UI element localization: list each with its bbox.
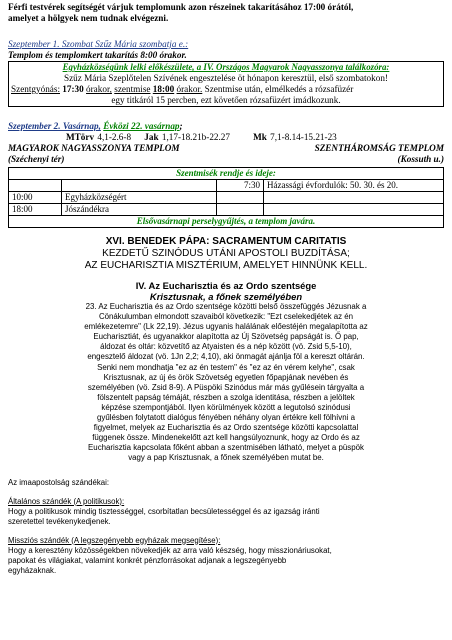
doc-subtitle-1: KEZDETŰ SZINÓDUS UTÁNI APOSTOLI BUZDÍTÁSA; [102, 248, 350, 259]
mass-time: 18:00 [152, 84, 175, 94]
doc-body-line: személyében (vö. Zsid 8-9). A Püspöki Szinódus már más gyűlésein tárgyalta a [87, 382, 365, 392]
rosary-line-2: egy titkáról 15 percben, ezt követően rózsafüzért imádkozunk. [111, 95, 341, 105]
section-subtitle: Krisztusnak, a főnek személyében [149, 291, 303, 302]
doc-body-line: Senki nem mondhatja "ez az én testem" és "ez az én vérem kelyhe", csak [97, 362, 355, 372]
reading1-ref: 4,1-2.6-8 [97, 132, 132, 142]
doc-body-line: Krisztusnak, az új és örök Szövetség egyetlen főpapjának nevében és [103, 372, 349, 382]
sept1-date: Szeptember 1. Szombat Szűz Mária szombatja e.: [8, 39, 189, 49]
sept1-cleaning: Templom és templomkert takarítás 8:00 órakor. [8, 50, 187, 60]
right-text [264, 192, 444, 204]
table-row [9, 192, 444, 204]
sept2-date: Szeptember 2. Vasárnap, [8, 121, 101, 131]
left-time [9, 180, 62, 192]
table-header: Szentmisék rendje és ideje: [9, 168, 444, 180]
confession-suffix: órakor, [86, 84, 112, 94]
mission-intention-line-3: egyházaknak. [8, 565, 57, 575]
left-text: Jószándékra [62, 204, 217, 216]
readings-line [8, 132, 444, 143]
right-time [217, 204, 264, 216]
intro-line-1: Férfi testvérek segítségét várjuk templomunk azon részeinek takarításához 17:00 órától, [8, 2, 354, 12]
table-footer-row [9, 216, 444, 228]
mission-intention-line-2: papokat és világiakat, valamint konkrét pénzforrásokat adjanak a legszegényebb [8, 555, 287, 565]
doc-body-line: Eucharisztiát, és ugyanakkor alapította az Új Szövetség papságát is. Ő pap, [93, 332, 359, 342]
doc-body-line: fölszentelt papság témáját, részben a szolga identitása, részben a jelöltek [97, 392, 355, 402]
doc-body-line: Cönákulumban elmondott szavaiból következik: "Ezt cselekedjétek az én [98, 312, 354, 322]
doc-body-line: 23. Az Eucharisztia és az Ordo szentsége közötti belső összefüggés Jézusnak a [85, 302, 367, 311]
doc-body [8, 302, 444, 464]
reading2-ref: 1,17-18.21b-22.27 [161, 132, 230, 142]
doc-body-line: Eucharisztia kapcsolata főként abban a szentmisében látható, melyet a püspök [88, 443, 364, 453]
sept2-date-line [8, 121, 444, 132]
church-right: SZENTHÁROMSÁG TEMPLOM [314, 143, 444, 153]
bulletin-page [8, 2, 444, 576]
left-time: 10:00 [9, 192, 62, 204]
sept2-week: Évközi 22. vasárnap [103, 121, 180, 131]
sept1-congress-box [8, 61, 444, 107]
right-text: Házassági évfordulók: 50. 30. és 20. [264, 180, 444, 192]
left-text [62, 180, 217, 192]
doc-body-line: figyelmet, melyek az Eucharisztia és az Ordo szentsége közötti kapcsolattal [93, 423, 359, 433]
doc-body-line: függenek össze. Mindenekelőtt azt kell hangsúlyoznunk, hogy az Ordo és az [92, 433, 360, 443]
mission-intention-title: Missziós szándék (A legszegényebb egyházak megsegítése): [8, 535, 221, 545]
church-left: MAGYAROK NAGYASSZONYA TEMPLOM [8, 143, 180, 153]
table-row [9, 180, 444, 192]
prayer-title: Az imaapostolság szándékai: [8, 477, 109, 487]
place-left: (Széchenyi tér) [8, 154, 65, 164]
places-line [8, 154, 444, 165]
place-right: (Kossuth u.) [397, 154, 444, 164]
churches-line [8, 143, 444, 154]
doc-body-line: gyűlésben folytatott dialógus fényében néhány olyan értékre kell fölhívni a [97, 413, 355, 423]
mass-label: szentmise [114, 84, 151, 94]
confession-label: Szentgyónás: [11, 84, 60, 94]
sept2-colon: ; [179, 121, 183, 131]
sept1-hearts: Szűz Mária Szeplőtelen Szívének engesztelése öt hónapon keresztül, első szombatokon! [63, 73, 388, 83]
table-footer: Elsővasárnapi perselygyűjtés, a templom javára. [9, 216, 444, 228]
section-title: IV. Az Eucharisztia és az Ordo szentsége [135, 280, 317, 291]
rosary-line-1: Szentmise után, elmélkedés a rózsafüzér [204, 84, 354, 94]
left-time: 18:00 [9, 204, 62, 216]
doc-body-line: áldozat és oltár: közvetítő az Atyaisten és a nép között (vö. Zsid 5,5-10), [100, 342, 352, 352]
doc-body-line: vagy a pap Krisztusnak, a főnek személyében mutat be. [128, 453, 324, 463]
doc-body-line: képzése szempontjából. Ilyen körülmények között a legutolsó szinódusi [101, 402, 351, 412]
reading3-book: Mk [253, 132, 267, 142]
right-time [217, 192, 264, 204]
mass-schedule-table [8, 167, 444, 228]
mission-intention-line-1: Hogy a keresztény közösségekben növekedjék az arra való készség, hogy misszionáriusokat, [8, 545, 332, 555]
confession-time: 17:30 [62, 84, 84, 94]
intro-line-2: amelyet a hölgyek nem tudnak elvégezni. [8, 13, 169, 23]
left-text: Egyházközségért [62, 192, 217, 204]
general-intention-line-1: Hogy a politikusok mindig tisztességgel, csorbítatlan becsületességgel és az igazság iránti [8, 506, 320, 516]
table-row [9, 204, 444, 216]
reading1-book: MTörv [66, 132, 95, 142]
doc-title: XVI. BENEDEK PÁPA: SACRAMENTUM CARITATIS [105, 236, 347, 247]
reading3-ref: 7,1-8.14-15.21-23 [270, 132, 337, 142]
doc-subtitle-2: AZ EUCHARISZTIA MISZTÉRIUM, AMELYET HINNÜNK KELL. [84, 260, 368, 271]
right-time: 7:30 [217, 180, 264, 192]
right-text [264, 204, 444, 216]
sept1-congress: Egyházközségünk lelki előkészülete, a IV. Országos Magyarok Nagyasszonya találkozóra: [62, 62, 390, 72]
sept1-confession-line [11, 84, 441, 95]
reading2-book: Jak [144, 132, 159, 142]
general-intention-title: Általános szándék (A politikusok): [8, 496, 125, 506]
doc-body-line: emlékezetemre" (Lk 22,19). Jézus ugyanis halálának előestéjén megalapította az [84, 322, 368, 332]
general-intention-line-2: szeretettel tevékenykedjenek. [8, 516, 111, 526]
table-header-row [9, 168, 444, 180]
doc-body-line: engesztelő áldozat (vö. 1Jn 2,2; 4,10), aki önmagát ajánlja föl a kereszt oltárán. [87, 352, 365, 362]
mass-suffix: órakor. [176, 84, 203, 94]
